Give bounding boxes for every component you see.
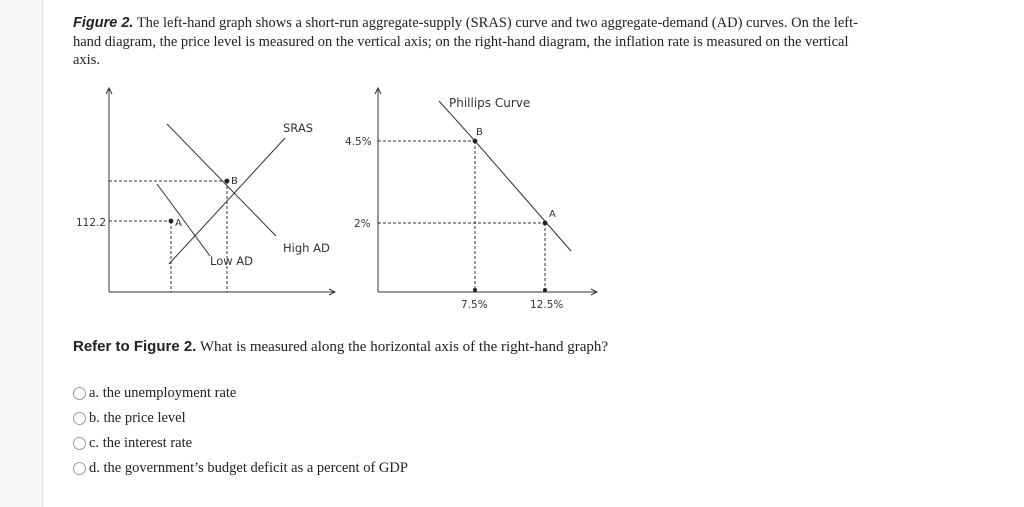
option-d-label: d. the government’s budget deficit as a percent of GDP xyxy=(89,460,408,476)
right-guide-lines xyxy=(378,141,545,288)
answer-options xyxy=(73,381,408,481)
left-point-a xyxy=(169,219,174,224)
high-ad-label: High AD xyxy=(283,241,330,255)
left-point-b-label: B xyxy=(231,176,238,187)
option-a-label: a. the unemployment rate xyxy=(89,385,237,401)
figure-2-graphs xyxy=(73,80,633,320)
inflation-2-label: 2% xyxy=(354,218,371,230)
left-point-a-label: A xyxy=(175,218,182,229)
option-d-radio[interactable] xyxy=(73,462,86,475)
phillips-curve-label: Phillips Curve xyxy=(449,96,531,110)
low-ad-curve xyxy=(157,184,210,256)
option-b-radio[interactable] xyxy=(73,412,86,425)
price-level-value-label: 112.2 xyxy=(76,217,107,229)
question-text: What is measured along the horizontal axis of the right-hand graph? xyxy=(199,339,609,355)
unemployment-75-label: 7.5% xyxy=(461,299,488,311)
right-graph xyxy=(375,88,597,295)
right-point-b xyxy=(473,139,478,144)
question-prompt xyxy=(73,338,873,356)
option-b-label: b. the price level xyxy=(89,410,186,426)
option-b[interactable] xyxy=(73,406,408,431)
right-point-b-label: B xyxy=(476,127,483,138)
unemployment-125-label: 12.5% xyxy=(530,299,564,311)
option-d[interactable] xyxy=(73,456,408,481)
figure-caption xyxy=(73,14,873,70)
option-c-radio[interactable] xyxy=(73,437,86,450)
left-point-b xyxy=(225,179,230,184)
option-a-radio[interactable] xyxy=(73,387,86,400)
option-c[interactable] xyxy=(73,431,408,456)
inflation-45-label: 4.5% xyxy=(345,136,372,148)
right-point-a xyxy=(543,221,548,226)
question-ref-label: Refer to Figure 2. xyxy=(73,338,197,355)
phillips-curve xyxy=(475,141,571,251)
right-point-a-label: A xyxy=(549,209,556,220)
option-a[interactable] xyxy=(73,381,408,406)
unemployment-125-marker xyxy=(543,288,547,292)
left-guide-lines xyxy=(109,181,227,292)
left-rail xyxy=(0,0,43,507)
unemployment-75-marker xyxy=(473,288,477,292)
sras-label: SRAS xyxy=(283,121,313,135)
figure-caption-text: The left-hand graph shows a short-run aggregate-supply (SRAS) curve and two aggregate-demand (AD) curves. On the left-hand diagram, the price level is measured on the vertical axis; on the right-hand diagram, the inflation rate is measured on the vertical axis. xyxy=(73,15,858,68)
low-ad-label: Low AD xyxy=(210,254,254,268)
figure-label: Figure 2. xyxy=(73,15,134,31)
option-c-label: c. the interest rate xyxy=(89,435,193,451)
